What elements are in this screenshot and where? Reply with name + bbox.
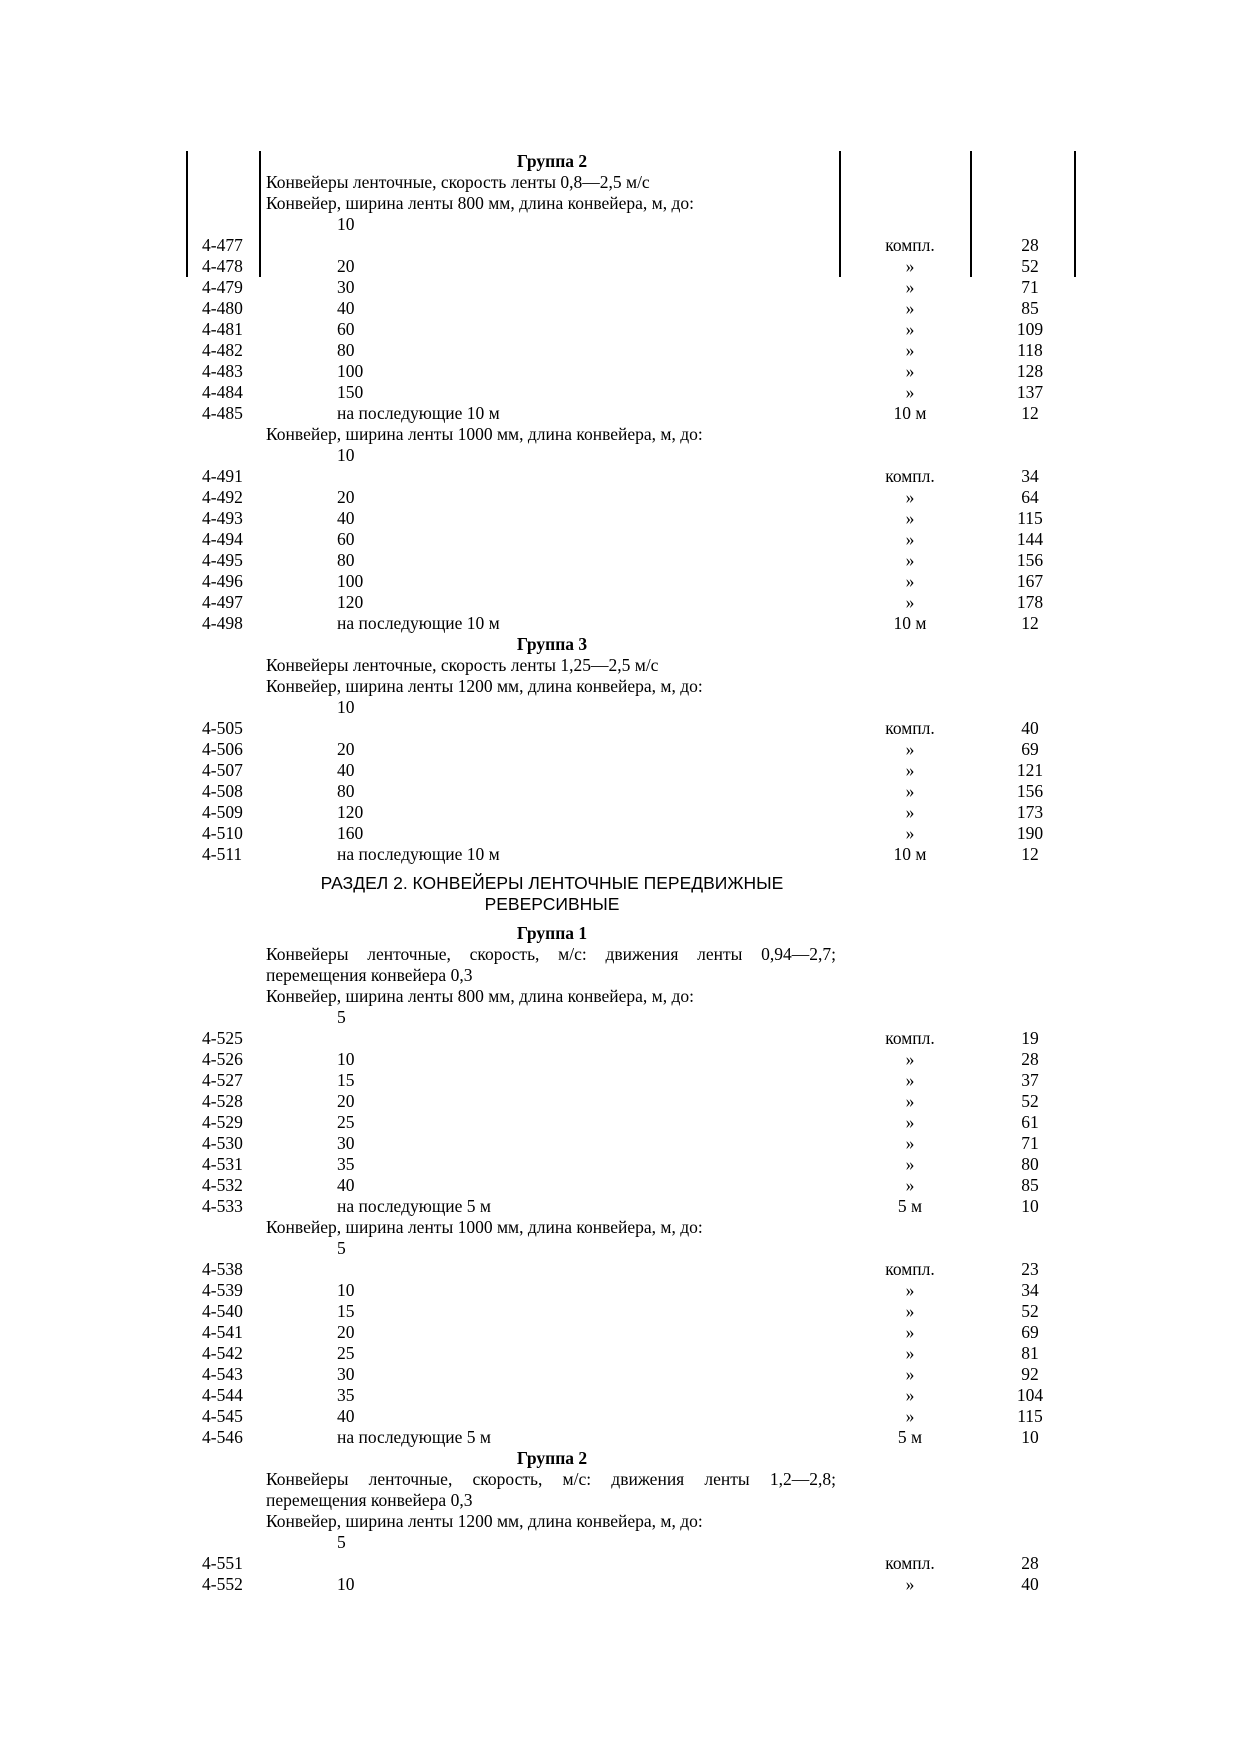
item-value: 23	[1021, 1259, 1039, 1279]
item-unit: »	[905, 1574, 915, 1594]
table-row	[0, 1133, 1240, 1154]
item-value: 28	[1021, 1049, 1039, 1069]
item-value: 71	[1021, 1133, 1039, 1153]
item-unit: »	[905, 781, 915, 801]
item-code: 4-485	[202, 403, 243, 423]
item-code: 4-546	[202, 1427, 243, 1447]
item-length: 5	[337, 1007, 346, 1027]
description-line	[0, 676, 1240, 697]
description-text: Конвейер, ширина ленты 800 мм, длина конвейера, м, до:	[266, 986, 695, 1006]
item-value: 28	[1021, 1553, 1039, 1573]
item-value: 85	[1021, 1175, 1039, 1195]
item-value: 34	[1021, 466, 1039, 486]
item-value: 81	[1021, 1343, 1039, 1363]
item-unit: компл.	[885, 235, 935, 255]
item-value: 109	[1016, 319, 1044, 339]
item-length: 120	[337, 802, 364, 822]
item-unit: 10 м	[893, 613, 927, 633]
item-unit: компл.	[885, 466, 935, 486]
item-value: 80	[1021, 1154, 1039, 1174]
item-unit: 10 м	[893, 844, 927, 864]
item-unit: »	[905, 277, 915, 297]
item-unit: »	[905, 487, 915, 507]
item-length: 10	[337, 1049, 355, 1069]
table-row	[0, 1427, 1240, 1448]
table-row	[0, 1175, 1240, 1196]
table-row	[0, 550, 1240, 571]
item-code: 4-552	[202, 1574, 243, 1594]
item-length: 80	[337, 550, 355, 570]
item-value: 69	[1021, 739, 1039, 759]
item-code: 4-479	[202, 277, 243, 297]
item-code: 4-510	[202, 823, 243, 843]
item-unit: компл.	[885, 1553, 935, 1573]
item-unit: »	[905, 256, 915, 276]
description-line	[0, 1217, 1240, 1238]
item-unit: »	[905, 361, 915, 381]
item-unit: »	[905, 298, 915, 318]
item-value: 128	[1016, 361, 1044, 381]
item-unit: »	[905, 529, 915, 549]
item-length: на последующие 10 м	[337, 613, 500, 633]
description-text: перемещения конвейера 0,3	[266, 965, 473, 985]
item-length: 5	[337, 1532, 346, 1552]
item-length: 35	[337, 1154, 355, 1174]
item-value: 118	[1017, 340, 1043, 360]
item-value: 34	[1021, 1280, 1039, 1300]
item-length: 40	[337, 760, 355, 780]
item-code: 4-478	[202, 256, 243, 276]
table-row	[0, 1028, 1240, 1049]
group-heading	[0, 923, 1240, 944]
description-line	[0, 944, 1240, 965]
table-row	[0, 508, 1240, 529]
group-heading	[0, 1448, 1240, 1469]
item-unit: »	[905, 1406, 915, 1426]
table-row	[0, 697, 1240, 718]
item-value: 144	[1016, 529, 1044, 549]
item-value: 71	[1021, 277, 1039, 297]
item-unit: »	[905, 508, 915, 528]
item-length: 160	[337, 823, 364, 843]
item-length: 20	[337, 1091, 355, 1111]
item-length: 30	[337, 1364, 355, 1384]
table-row	[0, 823, 1240, 844]
item-unit: »	[905, 571, 915, 591]
description-text: Конвейер, ширина ленты 1200 мм, длина конвейера, м, до:	[266, 1511, 703, 1531]
item-length: 35	[337, 1385, 355, 1405]
table-row	[0, 319, 1240, 340]
item-code: 4-505	[202, 718, 243, 738]
section-title	[262, 873, 842, 923]
item-value: 28	[1021, 235, 1039, 255]
item-value: 61	[1021, 1112, 1039, 1132]
item-value: 85	[1021, 298, 1039, 318]
item-value: 167	[1016, 571, 1044, 591]
table-row	[0, 1196, 1240, 1217]
item-code: 4-531	[202, 1154, 243, 1174]
item-length: 25	[337, 1343, 355, 1363]
item-unit: »	[905, 1364, 915, 1384]
table-row	[0, 382, 1240, 403]
table-row	[0, 1322, 1240, 1343]
item-unit: »	[905, 1280, 915, 1300]
item-length: 40	[337, 1406, 355, 1426]
description-text: Конвейер, ширина ленты 1200 мм, длина конвейера, м, до:	[266, 676, 703, 696]
item-code: 4-528	[202, 1091, 243, 1111]
description-line	[0, 193, 1240, 214]
table-row	[0, 1280, 1240, 1301]
item-value: 69	[1021, 1322, 1039, 1342]
item-length: 10	[337, 697, 355, 717]
item-code: 4-529	[202, 1112, 243, 1132]
description-line	[0, 655, 1240, 676]
table-row	[0, 781, 1240, 802]
table-row	[0, 1385, 1240, 1406]
table-row	[0, 256, 1240, 277]
item-value: 156	[1016, 550, 1044, 570]
table-row	[0, 1070, 1240, 1091]
group-heading-text: Группа 1	[516, 923, 588, 943]
item-length: 100	[337, 361, 364, 381]
item-length: 20	[337, 487, 355, 507]
item-length: 40	[337, 298, 355, 318]
item-code: 4-493	[202, 508, 243, 528]
group-heading	[0, 151, 1240, 172]
item-code: 4-492	[202, 487, 243, 507]
table-row	[0, 1343, 1240, 1364]
item-code: 4-491	[202, 466, 243, 486]
item-value: 190	[1016, 823, 1044, 843]
item-code: 4-527	[202, 1070, 243, 1090]
table-row	[0, 1532, 1240, 1553]
item-code: 4-526	[202, 1049, 243, 1069]
item-unit: »	[905, 1385, 915, 1405]
item-unit: »	[905, 1070, 915, 1090]
description-line	[0, 1490, 1240, 1511]
item-value: 52	[1021, 1091, 1039, 1111]
item-code: 4-482	[202, 340, 243, 360]
item-length: 20	[337, 739, 355, 759]
item-value: 137	[1016, 382, 1044, 402]
table-row	[0, 1574, 1240, 1595]
table-row	[0, 361, 1240, 382]
item-value: 19	[1021, 1028, 1039, 1048]
table-row	[0, 1259, 1240, 1280]
table-row	[0, 1553, 1240, 1574]
item-length: 5	[337, 1238, 346, 1258]
item-length: 60	[337, 319, 355, 339]
description-text: Конвейер, ширина ленты 800 мм, длина конвейера, м, до:	[266, 193, 695, 213]
item-value: 40	[1021, 718, 1039, 738]
item-value: 115	[1017, 508, 1043, 528]
description-text: Конвейеры ленточные, скорость ленты 1,25—2,5 м/с	[266, 655, 659, 675]
item-code: 4-541	[202, 1322, 243, 1342]
item-length: 150	[337, 382, 364, 402]
table-row	[0, 214, 1240, 235]
description-text: Конвейеры ленточные, скорость, м/с: движения ленты 0,94—2,7;	[266, 944, 836, 964]
table-row	[0, 802, 1240, 823]
item-value: 104	[1016, 1385, 1044, 1405]
item-unit: »	[905, 1154, 915, 1174]
table-row	[0, 529, 1240, 550]
description-text: Конвейер, ширина ленты 1000 мм, длина конвейера, м, до:	[266, 424, 703, 444]
description-text: перемещения конвейера 0,3	[266, 1490, 473, 1510]
section-title-line: РЕВЕРСИВНЫЕ	[484, 894, 620, 914]
item-code: 4-530	[202, 1133, 243, 1153]
table-row	[0, 571, 1240, 592]
item-unit: »	[905, 592, 915, 612]
item-unit: »	[905, 382, 915, 402]
description-line	[0, 1469, 1240, 1490]
item-value: 121	[1016, 760, 1044, 780]
item-length: 120	[337, 592, 364, 612]
item-value: 10	[1021, 1196, 1039, 1216]
item-length: 30	[337, 1133, 355, 1153]
table-row	[0, 1238, 1240, 1259]
table-row	[0, 739, 1240, 760]
item-unit: »	[905, 550, 915, 570]
item-code: 4-498	[202, 613, 243, 633]
table-row	[0, 760, 1240, 781]
table-row	[0, 235, 1240, 256]
item-code: 4-506	[202, 739, 243, 759]
table-row	[0, 592, 1240, 613]
table-row	[0, 445, 1240, 466]
table-row	[0, 298, 1240, 319]
table-row	[0, 277, 1240, 298]
item-code: 4-551	[202, 1553, 243, 1573]
description-line	[0, 965, 1240, 986]
item-code: 4-497	[202, 592, 243, 612]
item-code: 4-494	[202, 529, 243, 549]
table-row	[0, 1364, 1240, 1385]
item-unit: »	[905, 340, 915, 360]
item-code: 4-507	[202, 760, 243, 780]
item-code: 4-511	[202, 844, 243, 864]
item-length: 10	[337, 214, 355, 234]
section-title-line: РАЗДЕЛ 2. КОНВЕЙЕРЫ ЛЕНТОЧНЫЕ ПЕРЕДВИЖНЫЕ	[320, 873, 784, 893]
description-line	[0, 986, 1240, 1007]
item-value: 12	[1021, 403, 1039, 423]
table-row	[0, 487, 1240, 508]
item-unit: »	[905, 823, 915, 843]
item-value: 156	[1016, 781, 1044, 801]
item-value: 178	[1016, 592, 1044, 612]
item-length: 15	[337, 1301, 355, 1321]
description-line	[0, 1511, 1240, 1532]
item-length: 40	[337, 1175, 355, 1195]
item-code: 4-484	[202, 382, 243, 402]
item-unit: »	[905, 319, 915, 339]
item-value: 10	[1021, 1427, 1039, 1447]
item-length: 10	[337, 1280, 355, 1300]
item-code: 4-533	[202, 1196, 243, 1216]
item-unit: »	[905, 1112, 915, 1132]
table-row	[0, 1406, 1240, 1427]
item-unit: »	[905, 760, 915, 780]
item-code: 4-495	[202, 550, 243, 570]
item-unit: »	[905, 1091, 915, 1111]
item-unit: компл.	[885, 1259, 935, 1279]
item-length: 20	[337, 1322, 355, 1342]
item-code: 4-481	[202, 319, 243, 339]
table-row	[0, 1049, 1240, 1070]
table-row	[0, 613, 1240, 634]
item-value: 92	[1021, 1364, 1039, 1384]
group-heading-text: Группа 3	[516, 634, 588, 654]
item-code: 4-480	[202, 298, 243, 318]
item-value: 12	[1021, 613, 1039, 633]
item-unit: 5 м	[897, 1196, 923, 1216]
item-unit: 5 м	[897, 1427, 923, 1447]
description-line	[0, 424, 1240, 445]
item-code: 4-539	[202, 1280, 243, 1300]
item-length: 25	[337, 1112, 355, 1132]
item-unit: »	[905, 739, 915, 759]
table-row	[0, 340, 1240, 361]
item-length: 100	[337, 571, 364, 591]
item-length: на последующие 5 м	[337, 1196, 492, 1216]
description-line	[0, 172, 1240, 193]
table-row	[0, 718, 1240, 739]
item-length: 10	[337, 445, 355, 465]
item-length: 10	[337, 1574, 355, 1594]
item-length: на последующие 10 м	[337, 844, 500, 864]
item-code: 4-540	[202, 1301, 243, 1321]
item-value: 52	[1021, 256, 1039, 276]
item-code: 4-538	[202, 1259, 243, 1279]
table-row	[0, 1091, 1240, 1112]
item-unit: компл.	[885, 1028, 935, 1048]
item-code: 4-483	[202, 361, 243, 381]
table-row	[0, 1154, 1240, 1175]
table-row	[0, 403, 1240, 424]
item-value: 115	[1017, 1406, 1043, 1426]
table-row	[0, 844, 1240, 865]
item-unit: »	[905, 1049, 915, 1069]
item-value: 173	[1016, 802, 1044, 822]
item-code: 4-496	[202, 571, 243, 591]
item-code: 4-525	[202, 1028, 243, 1048]
item-code: 4-477	[202, 235, 243, 255]
table-row	[0, 1301, 1240, 1322]
item-unit: »	[905, 1322, 915, 1342]
item-unit: »	[905, 1343, 915, 1363]
item-length: 15	[337, 1070, 355, 1090]
description-text: Конвейеры ленточные, скорость ленты 0,8—2,5 м/с	[266, 172, 650, 192]
item-code: 4-508	[202, 781, 243, 801]
item-value: 64	[1021, 487, 1039, 507]
item-value: 52	[1021, 1301, 1039, 1321]
item-length: на последующие 10 м	[337, 403, 500, 423]
item-unit: »	[905, 1301, 915, 1321]
group-heading-text: Группа 2	[516, 1448, 588, 1468]
group-heading-text: Группа 2	[516, 151, 588, 171]
item-unit: 10 м	[893, 403, 927, 423]
item-code: 4-532	[202, 1175, 243, 1195]
table-row	[0, 1112, 1240, 1133]
table-row	[0, 1007, 1240, 1028]
item-length: на последующие 5 м	[337, 1427, 492, 1447]
item-code: 4-544	[202, 1385, 243, 1405]
item-value: 37	[1021, 1070, 1039, 1090]
item-code: 4-545	[202, 1406, 243, 1426]
description-text: Конвейеры ленточные, скорость, м/с: движения ленты 1,2—2,8;	[266, 1469, 836, 1489]
item-unit: »	[905, 802, 915, 822]
item-length: 60	[337, 529, 355, 549]
item-code: 4-509	[202, 802, 243, 822]
item-code: 4-542	[202, 1343, 243, 1363]
group-heading	[0, 634, 1240, 655]
item-length: 40	[337, 508, 355, 528]
item-unit: »	[905, 1133, 915, 1153]
item-length: 20	[337, 256, 355, 276]
item-value: 12	[1021, 844, 1039, 864]
item-value: 40	[1021, 1574, 1039, 1594]
item-length: 80	[337, 340, 355, 360]
item-code: 4-543	[202, 1364, 243, 1384]
item-length: 30	[337, 277, 355, 297]
item-length: 80	[337, 781, 355, 801]
table-row	[0, 466, 1240, 487]
description-text: Конвейер, ширина ленты 1000 мм, длина конвейера, м, до:	[266, 1217, 703, 1237]
item-unit: компл.	[885, 718, 935, 738]
item-unit: »	[905, 1175, 915, 1195]
